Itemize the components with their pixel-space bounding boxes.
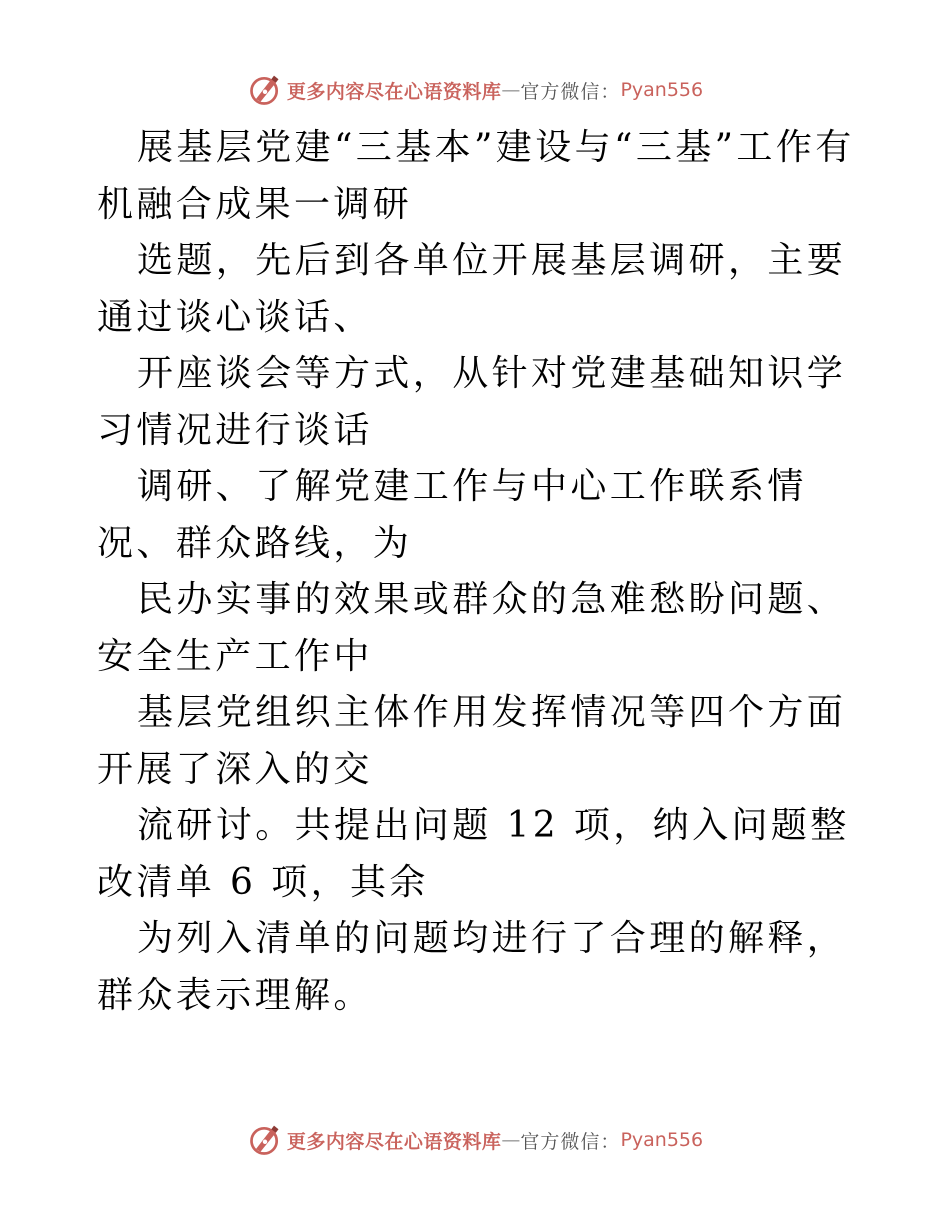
paragraph: 展基层党建“三基本”建设与“三基”工作有机融合成果一调研: [97, 127, 855, 225]
banner-dash: —: [501, 79, 521, 101]
banner-brand-text: 更多内容尽在心语资料库: [286, 80, 502, 103]
pen-logo-icon: [247, 1122, 283, 1158]
paragraph: 为列入清单的问题均进行了合理的解释，群众表示理解。: [97, 918, 847, 1016]
paragraph: 开座谈会等方式，从针对党建基础知识学习情况进行谈话: [97, 353, 847, 451]
banner-dash: —: [501, 1129, 521, 1151]
banner-official-label: 官方微信：: [520, 1130, 621, 1153]
footer-watermark-banner: [0, 1120, 950, 1160]
pen-logo-icon: [247, 72, 283, 108]
paragraph: 调研、了解党建工作与中心工作联系情况、群众路线，为: [97, 466, 807, 564]
paragraph: 民办实事的效果或群众的急难愁盼问题、安全生产工作中: [97, 579, 847, 677]
document-body: [97, 120, 857, 1024]
header-watermark-banner: [0, 70, 950, 110]
paragraph: 基层党组织主体作用发挥情况等四个方面开展了深入的交: [97, 692, 847, 790]
banner-brand-text: 更多内容尽在心语资料库: [286, 1130, 502, 1153]
banner-wechat-id: Pyan556: [620, 1129, 704, 1151]
paragraph: 流研讨。共提出问题 12 项，纳入问题整改清单 6 项，其余: [97, 805, 850, 903]
banner-official-label: 官方微信：: [520, 80, 621, 103]
banner-wechat-id: Pyan556: [620, 79, 704, 101]
paragraph: 选题，先后到各单位开展基层调研，主要通过谈心谈话、: [97, 240, 847, 338]
